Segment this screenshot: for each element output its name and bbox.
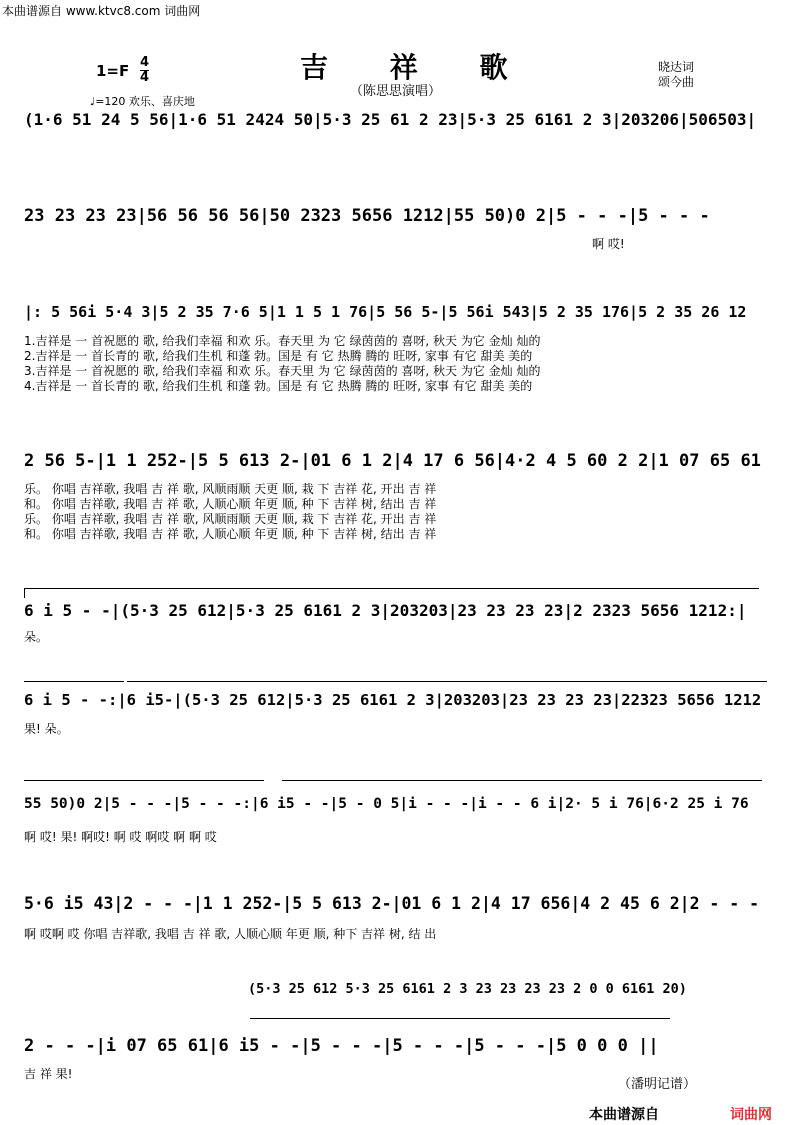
volta-3-cont-bracket bbox=[24, 780, 264, 781]
notation-row: 5·6 i5 43|2 - - -|1 1 252-|5 5 613 2-|01 6 1 2|4 17 656|4 2 45 6 2|2 - - - bbox=[24, 894, 760, 913]
watermark-bottom-left: 本曲谱源自 bbox=[589, 1107, 659, 1123]
composer: 颂今曲 bbox=[658, 75, 695, 89]
watermark-bottom-right: 词曲网 bbox=[730, 1107, 772, 1123]
time-signature bbox=[140, 56, 149, 85]
lyric-line: 乐。 你唱 吉祥歌, 我唱 吉 祥 歌, 风顺雨顺 天更 顺, 栽 下 吉祥 花, 开出 吉 祥 bbox=[24, 482, 437, 496]
notation-row: (5·3 25 612 5·3 25 6161 2 3 23 23 23 23 2 0 0 6161 20) bbox=[248, 981, 687, 997]
notation-row: |: 5 56i 5·4 3|5 2 35 7·6 5|1 1 5 1 76|5 56 5-|5 56i 543|5 2 35 176|5 2 35 26 12 bbox=[24, 303, 747, 321]
lyric-line: 和。 你唱 吉祥歌, 我唱 吉 祥 歌, 人顺心顺 年更 顺, 种 下 吉祥 树, 结出 吉 祥 bbox=[24, 497, 437, 511]
volta-2-bracket bbox=[24, 681, 124, 682]
lyric-line: 3.吉祥是 一 首祝愿的 歌, 给我们幸福 和欢 乐。春天里 为 它 绿茵茵的 喜呀, 秋天 为它 金灿 灿的 bbox=[24, 364, 541, 378]
song-title: 吉 祥 歌 bbox=[300, 51, 534, 84]
lyric-line: 4.吉祥是 一 首长青的 歌, 给我们生机 和蓬 勃。国是 有 它 热腾 腾的 旺呀, 家事 有它 甜美 美的 bbox=[24, 379, 533, 393]
time-sig-top: 4 bbox=[140, 55, 150, 70]
lyric-line: 吉 祥 果! bbox=[24, 1067, 73, 1081]
time-sig-bottom: 4 bbox=[140, 70, 150, 85]
lyric-aside: 啊 哎! bbox=[592, 237, 625, 251]
lyric-line: 朵。 bbox=[24, 630, 49, 644]
credits bbox=[658, 60, 694, 90]
tie-line bbox=[250, 1018, 670, 1019]
lyricist: 晓达词 bbox=[658, 60, 695, 74]
volta-1-bracket bbox=[24, 588, 759, 589]
tempo-marking: ♩=120 欢乐、喜庆地 bbox=[90, 95, 195, 108]
transcriber-credit: （潘明记谱） bbox=[618, 1077, 697, 1092]
notation-row: 55 50)0 2|5 - - -|5 - - -:|6 i5 - -|5 - 0 5|i - - -|i - - 6 i|2· 5 i 76|6·2 25 i 76 bbox=[24, 796, 749, 812]
lyric-line: 2.吉祥是 一 首长青的 歌, 给我们生机 和蓬 勃。国是 有 它 热腾 腾的 旺呀, 家事 有它 甜美 美的 bbox=[24, 349, 533, 363]
lyric-line: 乐。 你唱 吉祥歌, 我唱 吉 祥 歌, 风顺雨顺 天更 顺, 栽 下 吉祥 花, 开出 吉 祥 bbox=[24, 512, 437, 526]
key-signature: 1=F bbox=[96, 62, 130, 80]
notation-row: 2 - - -|i 07 65 61|6 i5 - -|5 - - -|5 - - -|5 - - -|5 0 0 0 || bbox=[24, 1036, 659, 1056]
volta-4-bracket bbox=[282, 780, 762, 781]
lyric-line: 和。 你唱 吉祥歌, 我唱 吉 祥 歌, 人顺心顺 年更 顺, 种 下 吉祥 树, 结出 吉 祥 bbox=[24, 527, 437, 541]
lyric-line: 啊 哎啊 哎 你唱 吉祥歌, 我唱 吉 祥 歌, 人顺心顺 年更 顺, 种下 吉祥 树, 结 出 bbox=[24, 927, 437, 941]
volta-3-bracket bbox=[127, 681, 767, 682]
notation-row: (1·6 51 24 5 56|1·6 51 2424 50|5·3 25 61 2 23|5·3 25 6161 2 3|203206|506503| bbox=[24, 110, 757, 129]
notation-row: 2 56 5-|1 1 252-|5 5 613 2-|01 6 1 2|4 17 6 56|4·2 4 5 60 2 2|1 07 65 61 bbox=[24, 451, 761, 471]
watermark-top: 本曲谱源自 www.ktvc8.com 词曲网 bbox=[2, 4, 201, 18]
lyric-line: 1.吉祥是 一 首祝愿的 歌, 给我们幸福 和欢 乐。春天里 为 它 绿茵茵的 喜呀, 秋天 为它 金灿 灿的 bbox=[24, 334, 541, 348]
notation-row: 6 i 5 - -:|6 i5-|(5·3 25 612|5·3 25 6161 2 3|203203|23 23 23 23|22323 5656 1212 bbox=[24, 691, 762, 709]
notation-row: 23 23 23 23|56 56 56 56|50 2323 5656 1212|55 50)0 2|5 - - -|5 - - - bbox=[24, 206, 710, 226]
lyric-line: 啊 哎! 果! 啊哎! 啊 哎 啊哎 啊 啊 哎 bbox=[24, 830, 217, 844]
notation-row: 6 i 5 - -|(5·3 25 612|5·3 25 6161 2 3|203203|23 23 23 23|2 2323 5656 1212:| bbox=[24, 601, 747, 620]
volta-1-hook bbox=[24, 588, 25, 598]
song-subtitle: （陈思思演唱） bbox=[350, 84, 442, 99]
lyric-line: 果! 朵。 bbox=[24, 722, 69, 736]
